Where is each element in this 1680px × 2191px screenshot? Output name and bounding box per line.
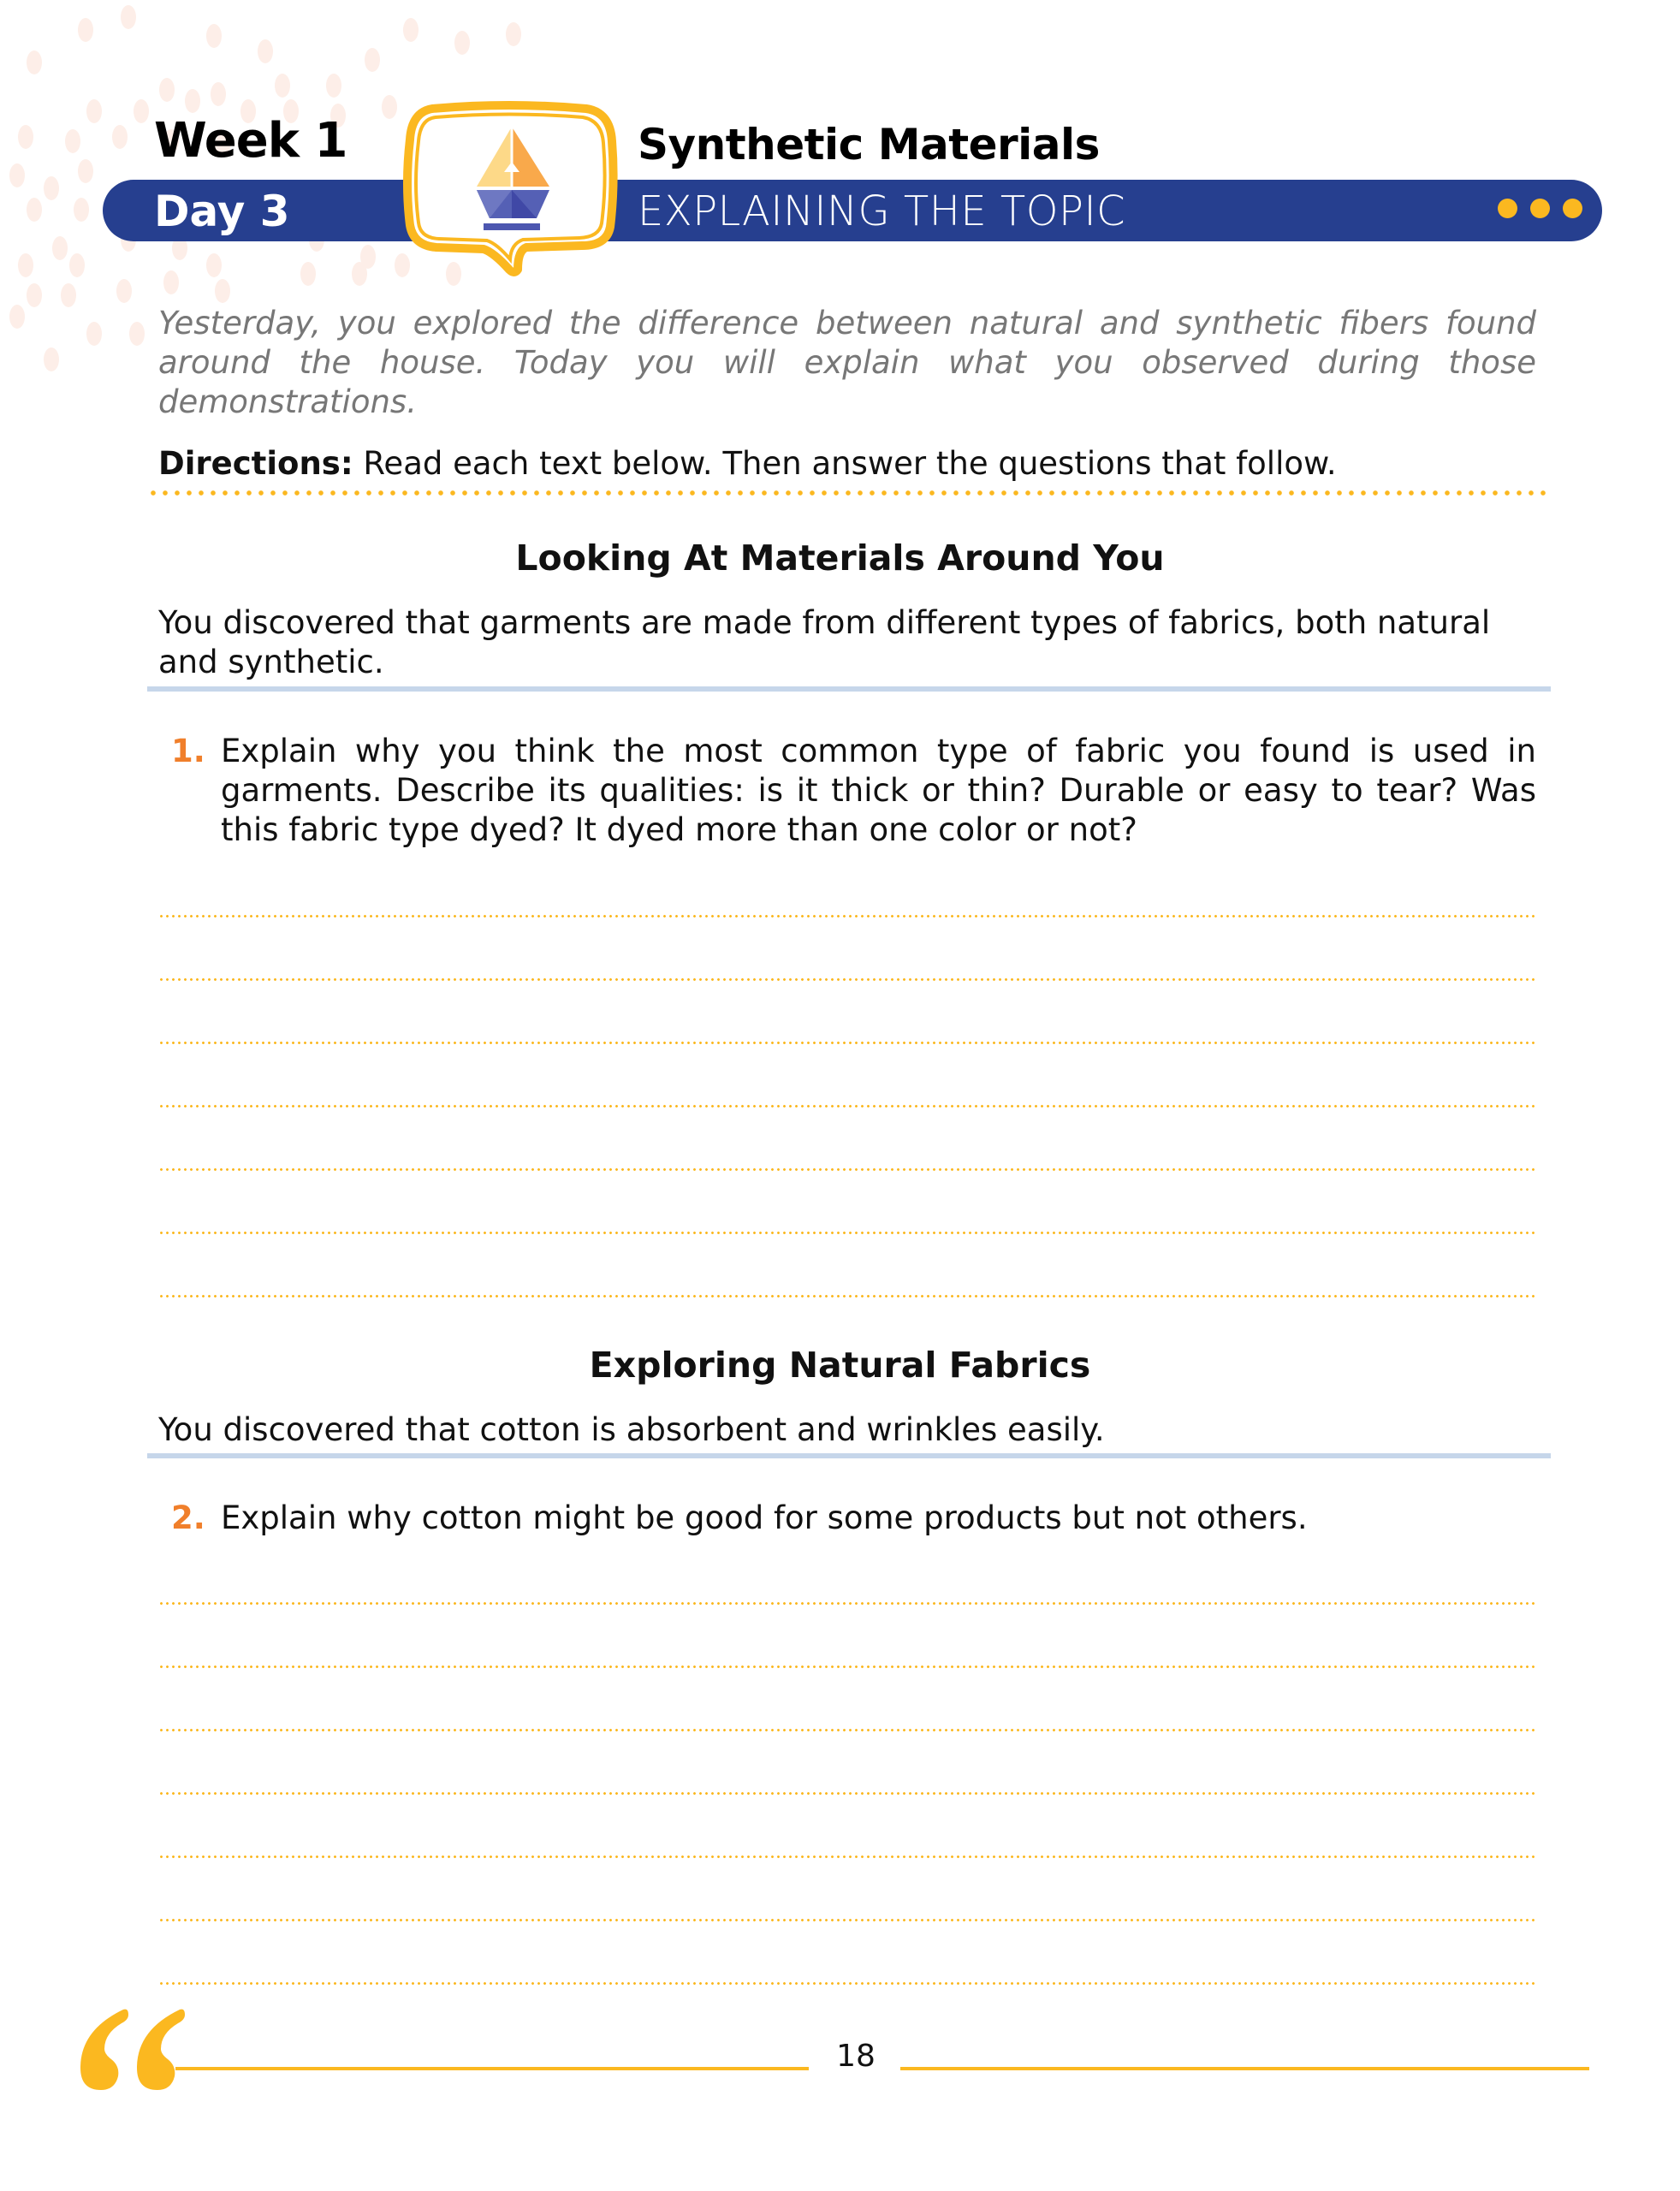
background-dot: [74, 198, 89, 222]
background-dot: [27, 283, 42, 307]
background-dot: [134, 99, 149, 123]
background-dot: [300, 262, 316, 286]
background-dot: [78, 18, 93, 42]
background-dot: [61, 283, 76, 307]
background-dot: [382, 95, 397, 119]
activity-title: EXPLAINING THE TOPIC: [638, 187, 1126, 235]
background-dot: [86, 322, 102, 346]
background-dot: [163, 270, 179, 294]
answer-line[interactable]: [158, 1602, 1536, 1605]
background-dot: [360, 245, 376, 269]
answer-line[interactable]: [158, 1295, 1536, 1297]
directions-label: Directions:: [158, 445, 353, 482]
background-dot: [403, 18, 419, 42]
footer-line-right: [900, 2067, 1589, 2070]
background-dot: [275, 74, 290, 98]
question-2: [171, 1499, 1536, 1538]
answer-line[interactable]: [158, 1792, 1536, 1795]
answer-line[interactable]: [158, 1232, 1536, 1234]
answer-line[interactable]: [158, 1042, 1536, 1044]
question-1: [171, 732, 1536, 850]
background-dot: [69, 253, 85, 277]
directions-text: Read each text below. Then answer the questions that follow.: [353, 445, 1337, 482]
background-dot: [52, 236, 68, 260]
background-dot: [206, 253, 222, 277]
subject-title: Synthetic Materials: [638, 120, 1100, 169]
background-dot: [506, 22, 521, 46]
week-label: Week 1: [154, 113, 347, 169]
question-text: Explain why cotton might be good for some products but not others.: [221, 1499, 1308, 1536]
background-dot: [18, 253, 33, 277]
pen-nib-speech-bubble-icon: [398, 98, 620, 278]
background-dot: [211, 82, 226, 106]
page-number: 18: [836, 2039, 876, 2074]
day-label: Day 3: [154, 187, 290, 236]
background-dot: [65, 129, 80, 153]
background-dot: [129, 322, 145, 346]
background-dot: [44, 176, 59, 200]
background-dot: [215, 279, 230, 303]
section-heading: Looking At Materials Around You: [515, 537, 1165, 579]
background-dot: [206, 24, 222, 48]
background-dot: [86, 99, 102, 123]
quotation-mark-icon: [75, 2004, 187, 2094]
background-dot: [27, 198, 42, 222]
answer-line[interactable]: [158, 1729, 1536, 1731]
background-dot: [9, 305, 25, 329]
intro-paragraph: Yesterday, you explored the difference between natural and synthetic fibers found around the house. Today you will explain what you observed during those demonstrations.: [158, 305, 1536, 420]
background-dot: [258, 39, 273, 63]
three-dots-icon: [1498, 199, 1582, 218]
background-dot: [78, 159, 93, 183]
answer-line[interactable]: [158, 1919, 1536, 1921]
answer-line[interactable]: [158, 1856, 1536, 1858]
background-dot: [121, 5, 136, 29]
question-number: 1.: [171, 733, 205, 769]
dotted-divider: [147, 490, 1551, 496]
section-text: You discovered that garments are made from different types of fabrics, both natural and synthetic.: [158, 604, 1491, 680]
answer-line[interactable]: [158, 915, 1536, 917]
background-dot: [112, 125, 128, 149]
section-heading: Exploring Natural Fabrics: [589, 1345, 1091, 1386]
background-dot: [454, 31, 470, 55]
question-text: Explain why you think the most common type of fabric you found is used in garments. Describe its qualities: is it thick or thin? Durable or easy to tear? Was this fabric type dyed? It dyed more than one color or not?: [221, 733, 1536, 848]
background-dot: [185, 89, 200, 113]
answer-line[interactable]: [158, 1982, 1536, 1985]
directions: [158, 445, 1337, 482]
background-dot: [365, 48, 380, 72]
answer-line[interactable]: [158, 1105, 1536, 1107]
background-dot: [326, 74, 341, 98]
background-dot: [18, 125, 33, 149]
background-dot: [116, 279, 132, 303]
answer-line[interactable]: [158, 1666, 1536, 1668]
background-dot: [9, 163, 25, 187]
background-dot: [159, 78, 175, 102]
background-dot: [27, 50, 42, 74]
question-number: 2.: [171, 1499, 205, 1536]
background-dot: [44, 347, 59, 371]
footer-line-left: [175, 2067, 809, 2070]
section-rule: [147, 686, 1551, 692]
answer-line[interactable]: [158, 978, 1536, 981]
section-text: You discovered that cotton is absorbent and wrinkles easily.: [158, 1411, 1105, 1448]
section-rule: [147, 1453, 1551, 1458]
answer-line[interactable]: [158, 1168, 1536, 1171]
